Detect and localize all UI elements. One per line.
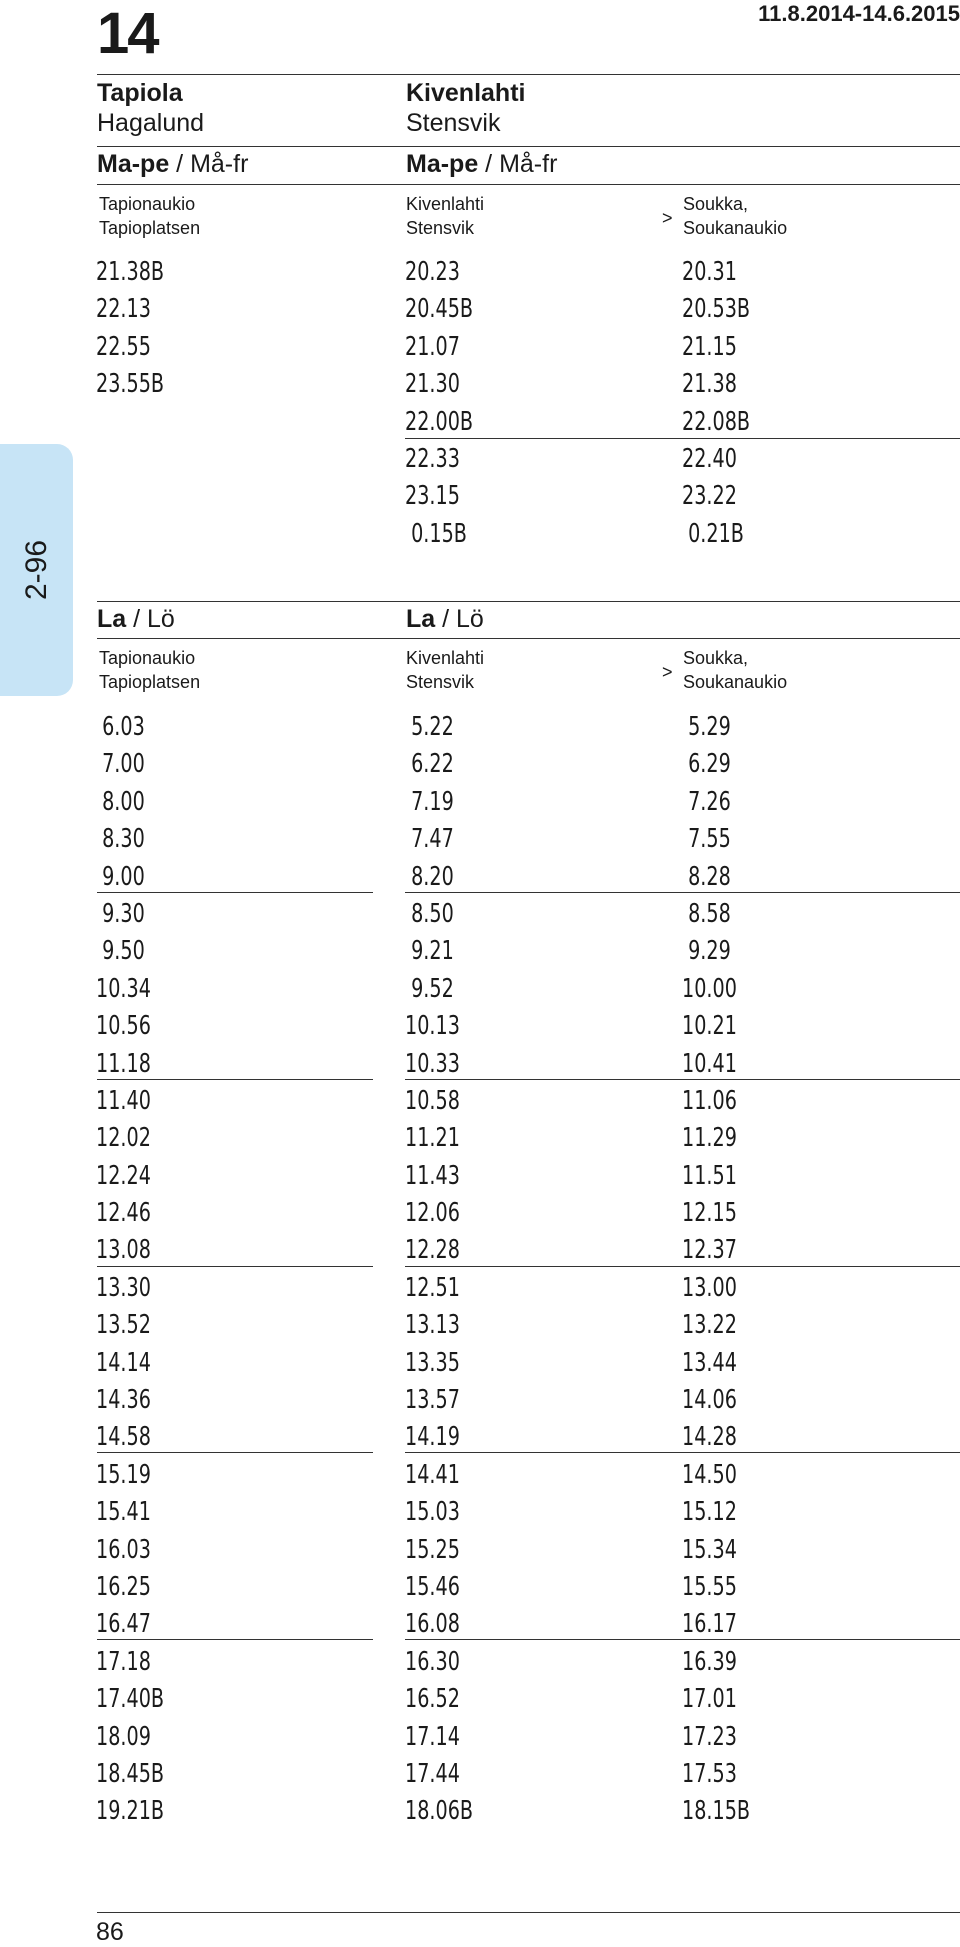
departure-time: 16.30 (405, 1646, 460, 1677)
departure-time: 13.35 (405, 1347, 460, 1378)
hour-divider-col1 (97, 1079, 373, 1080)
stop-sv: Stensvik (406, 218, 475, 238)
departure-time: 9.50 (96, 936, 145, 967)
separator: / (169, 150, 191, 178)
day-fi: Ma-pe (97, 150, 170, 178)
route-number: 14 (97, 1, 158, 66)
top-divider (97, 74, 960, 75)
departure-time: 22.08B (682, 406, 751, 437)
departure-time: 22.55 (96, 331, 151, 362)
departure-time: 12.06 (405, 1198, 460, 1229)
departure-time: 21.15 (682, 331, 737, 362)
departure-time: 15.12 (682, 1497, 737, 1528)
departure-time: 21.38B (96, 257, 165, 287)
departure-time: 14.28 (682, 1422, 737, 1453)
departure-time: 10.00 (682, 973, 737, 1004)
direction-from-stop (97, 78, 204, 138)
arrow-icon: > (662, 662, 673, 682)
stop-fi: Kivenlahti (406, 194, 485, 214)
departure-time: 10.34 (96, 973, 151, 1004)
column-head-kivenlahti (406, 192, 484, 240)
departure-time: 20.53B (682, 294, 751, 325)
departure-time: 8.50 (405, 898, 454, 929)
stop-sv: Tapioplatsen (99, 218, 201, 238)
departure-time: 12.37 (682, 1235, 737, 1266)
departure-time: 22.40 (682, 443, 737, 474)
departure-time: 14.50 (682, 1459, 737, 1490)
departure-time: 16.47 (96, 1609, 151, 1640)
departure-time: 16.39 (682, 1646, 737, 1677)
departure-time: 13.22 (682, 1310, 737, 1341)
stop-sv: Stensvik (406, 672, 475, 692)
hour-divider-col2 (405, 1452, 960, 1453)
departure-time: 17.40B (96, 1684, 165, 1715)
hour-divider-col2 (405, 1639, 960, 1640)
departure-time: 18.15B (682, 1796, 751, 1827)
departure-time: 21.30 (405, 369, 460, 400)
departure-time: 9.29 (682, 936, 731, 967)
departure-time: 17.01 (682, 1684, 737, 1715)
day-sv: Må-fr (190, 150, 249, 178)
departure-time: 9.21 (405, 936, 454, 967)
hour-divider (405, 438, 960, 439)
departure-time: 6.29 (682, 749, 731, 780)
weekday-title-2 (406, 148, 557, 180)
day-sv: Må-fr (499, 150, 558, 178)
day-sv: Lö (456, 605, 484, 633)
saturday-title-2 (406, 603, 484, 635)
separator: / (435, 605, 457, 633)
hour-divider-col1 (97, 1266, 373, 1267)
departure-time: 16.25 (96, 1571, 151, 1602)
departure-time: 12.24 (96, 1160, 151, 1191)
departure-time: 8.58 (682, 898, 731, 929)
departure-time: 12.51 (405, 1272, 460, 1303)
column-head-kivenlahti (406, 646, 484, 694)
stop-sv: Soukanaukio (683, 218, 788, 238)
departure-time: 14.58 (96, 1422, 151, 1453)
departure-time: 17.23 (682, 1721, 737, 1752)
departure-time: 12.28 (405, 1235, 460, 1266)
hour-divider-col2 (405, 1266, 960, 1267)
stop-sv: Soukanaukio (683, 672, 788, 692)
page-number: 86 (96, 1918, 124, 1946)
column-head-soukka (683, 192, 787, 240)
departure-time: 18.09 (96, 1721, 151, 1752)
section-tab (0, 444, 73, 696)
departure-time: 22.00B (405, 406, 474, 437)
departure-time: 20.31 (682, 257, 737, 287)
departure-time: 15.55 (682, 1571, 737, 1602)
departure-time: 10.58 (405, 1085, 460, 1116)
departure-time: 22.33 (405, 443, 460, 474)
hour-divider-col2 (405, 1079, 960, 1080)
departure-time: 5.22 (405, 712, 454, 742)
departure-time: 17.18 (96, 1646, 151, 1677)
departure-time: 13.57 (405, 1385, 460, 1416)
departure-time: 18.45B (96, 1758, 165, 1789)
departure-time: 11.18 (96, 1048, 151, 1079)
departure-time: 21.07 (405, 331, 460, 362)
departure-time: 17.53 (682, 1758, 737, 1789)
departure-time: 14.41 (405, 1459, 460, 1490)
separator: / (478, 150, 500, 178)
departure-time: 6.03 (96, 712, 145, 742)
departure-time: 5.29 (682, 712, 731, 742)
departure-time: 16.08 (405, 1609, 460, 1640)
stop-fi: Soukka, (683, 648, 749, 668)
departure-time: 14.19 (405, 1422, 460, 1453)
departure-time: 23.22 (682, 481, 737, 512)
departure-time: 13.08 (96, 1235, 151, 1266)
arrow-icon: > (662, 208, 673, 228)
departure-time: 10.13 (405, 1011, 460, 1042)
departure-time: 11.40 (96, 1085, 151, 1116)
departure-time: 15.25 (405, 1534, 460, 1565)
departure-time: 11.43 (405, 1160, 460, 1191)
stop-name-fi: Tapiola (97, 79, 183, 107)
hour-divider-col1 (97, 1452, 373, 1453)
column-head-soukka (683, 646, 787, 694)
departure-time: 6.22 (405, 749, 454, 780)
departure-time: 22.13 (96, 294, 151, 325)
departure-time: 8.00 (96, 786, 145, 817)
departure-time: 7.19 (405, 786, 454, 817)
stop-fi: Soukka, (683, 194, 749, 214)
day-sv: Lö (147, 605, 175, 633)
separator: / (126, 605, 148, 633)
departure-time: 15.46 (405, 1571, 460, 1602)
departure-time: 12.46 (96, 1198, 151, 1229)
departure-time: 8.30 (96, 824, 145, 855)
weekday-times-kivenlahti (405, 254, 473, 553)
departure-time: 11.29 (682, 1123, 737, 1154)
departure-time: 16.03 (96, 1534, 151, 1565)
saturday-title (97, 603, 175, 635)
hour-divider-col1 (97, 892, 373, 893)
departure-time: 16.52 (405, 1684, 460, 1715)
departure-time: 7.00 (96, 749, 145, 780)
column-head-tapionaukio (99, 192, 200, 240)
departure-time: 13.00 (682, 1272, 737, 1303)
departure-time: 14.36 (96, 1385, 151, 1416)
divider (97, 601, 960, 602)
departure-time: 17.14 (405, 1721, 460, 1752)
departure-time: 21.38 (682, 369, 737, 400)
divider (97, 184, 960, 185)
departure-time: 19.21B (96, 1796, 165, 1827)
departure-time: 7.55 (682, 824, 731, 855)
departure-time: 14.14 (96, 1347, 151, 1378)
departure-time: 13.30 (96, 1272, 151, 1303)
stop-sv: Tapioplatsen (99, 672, 201, 692)
departure-time: 0.21B (682, 518, 744, 549)
saturday-times-soukka (682, 709, 750, 1831)
departure-time: 12.02 (96, 1123, 151, 1154)
departure-time: 10.33 (405, 1048, 460, 1079)
stop-name-sv: Stensvik (406, 109, 501, 137)
departure-time: 17.44 (405, 1758, 460, 1789)
stop-name-sv: Hagalund (97, 109, 205, 137)
departure-time: 0.15B (405, 518, 467, 549)
departure-time: 8.20 (405, 861, 454, 892)
departure-time: 23.55B (96, 369, 165, 400)
departure-time: 20.23 (405, 257, 460, 287)
departure-time: 12.15 (682, 1198, 737, 1229)
departure-time: 7.47 (405, 824, 454, 855)
weekday-times-soukka (682, 254, 750, 553)
direction-from-stop-2 (406, 78, 525, 138)
departure-time: 11.06 (682, 1085, 737, 1116)
weekday-times-tapionaukio (96, 254, 164, 404)
departure-time: 15.41 (96, 1497, 151, 1528)
departure-time: 14.06 (682, 1385, 737, 1416)
stop-fi: Tapionaukio (99, 648, 196, 668)
weekday-title (97, 148, 248, 180)
footer-divider (97, 1912, 960, 1913)
column-head-tapionaukio (99, 646, 200, 694)
section-tab-label: 2-96 (19, 539, 53, 601)
departure-time: 15.34 (682, 1534, 737, 1565)
saturday-times-tapionaukio (96, 709, 164, 1831)
departure-time: 11.21 (405, 1123, 460, 1154)
hour-divider-col2 (405, 892, 960, 893)
departure-time: 15.03 (405, 1497, 460, 1528)
departure-time: 11.51 (682, 1160, 737, 1191)
departure-time: 7.26 (682, 786, 731, 817)
day-fi: La (97, 605, 127, 633)
departure-time: 15.19 (96, 1459, 151, 1490)
departure-time: 10.21 (682, 1011, 737, 1042)
departure-time: 18.06B (405, 1796, 474, 1827)
stop-fi: Tapionaukio (99, 194, 196, 214)
validity-period: 11.8.2014-14.6.2015 (758, 1, 960, 26)
stop-name-fi: Kivenlahti (406, 79, 526, 107)
departure-time: 9.52 (405, 973, 454, 1004)
departure-time: 23.15 (405, 481, 460, 512)
stop-fi: Kivenlahti (406, 648, 485, 668)
hour-divider-col1 (97, 1639, 373, 1640)
day-fi: La (406, 605, 436, 633)
departure-time: 10.56 (96, 1011, 151, 1042)
departure-time: 13.52 (96, 1310, 151, 1341)
departure-time: 20.45B (405, 294, 474, 325)
divider (97, 146, 960, 147)
saturday-times-kivenlahti (405, 709, 473, 1831)
departure-time: 13.44 (682, 1347, 737, 1378)
departure-time: 9.30 (96, 898, 145, 929)
divider (97, 638, 960, 639)
departure-time: 8.28 (682, 861, 731, 892)
departure-time: 10.41 (682, 1048, 737, 1079)
departure-time: 13.13 (405, 1310, 460, 1341)
departure-time: 16.17 (682, 1609, 737, 1640)
departure-time: 9.00 (96, 861, 145, 892)
day-fi: Ma-pe (406, 150, 479, 178)
